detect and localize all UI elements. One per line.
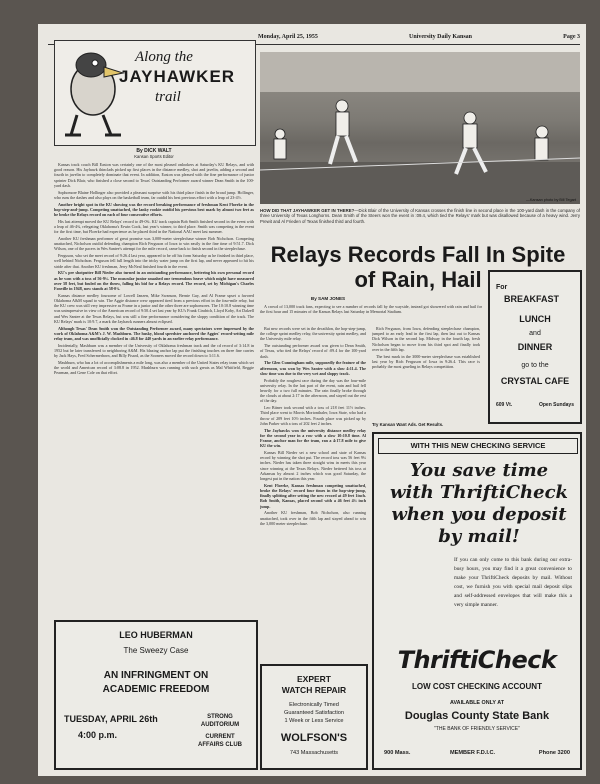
- crystal-addr: 609 Vt.: [496, 402, 513, 408]
- huberman-org2: AFFAIRS CLUB: [198, 742, 242, 748]
- bank-name: Douglas County State Bank: [404, 710, 550, 722]
- relays-paragraph: Another KU freshman, Bob Nicholson, also running unattached, took over in the fifth lap and stayed ahead to win the 3,000 meter steeplechase.: [260, 510, 366, 526]
- column-paragraph: His last attempt moved the KU Relays' record to 49-0¾. KU track captain Bob Smith finished second in the event with a leap of 46-4¾, relegating Oklahoma's Erwin Cook, last year's winner, to third place. Smith was competing in the event for the first time, but Floerke had experience as he placed third in the National AAU meet last summer.: [54, 218, 254, 235]
- huberman-ad: [54, 620, 258, 770]
- wolfson-l4: Guaranteed Satisfaction: [283, 710, 344, 716]
- bank-script-line: You save time: [409, 460, 549, 481]
- bank-motto: "THE BANK OF FRIENDLY SERVICE": [434, 726, 520, 732]
- crystal-and: and: [529, 330, 541, 337]
- column-paragraph: Sophomore Blaine Hollinger also provided a pleasant surprise with his third place finish in the broad jump. Hollinger, who runs the dashes and also plays on the basketball team, far outdid his best previous effort with a leap of 23-4½.: [54, 189, 254, 200]
- relays-paragraph: But new records were set in the decathlon, the hop-step-jump, the college sprint medley relay, the university sprint medley, and the University mile relay.: [260, 326, 366, 342]
- wolfson-l5: 1 Week or Less Service: [284, 718, 344, 724]
- photo-credit: —Kansan photo by Bill Tegart: [526, 198, 576, 202]
- column-paragraph: Ferguson, who set the meet record of 9:26.4 last year, appeared to be off his form Saturday as he finished in third place, well behind Nicholson. Ferguson fell full length into the tricky water jump on the first lap, and never appeared to hit his stride after that. Another KU freshman, Jerry McNeal finished fourth in the event.: [54, 253, 254, 269]
- relays-lead: [260, 304, 482, 316]
- wolfson-ad: [260, 664, 368, 770]
- relays-column-left: [260, 326, 366, 658]
- relays-byline: By SAM JONES: [310, 296, 346, 301]
- relays-paragraph: The Glen Cunningham mile, supposedly the feature of the afternoon, was won by Wes Santee with a slow 4:11.4. The slow time was due to the very wet and sloppy track.: [260, 360, 366, 376]
- crystal-lunch: LUNCH: [519, 314, 551, 324]
- huberman-place2: AUDITORIUM: [200, 722, 240, 728]
- bank-body: If you can only come to this bank during our extra-busy hours, you may find it a great convenience to make your ThriftiCheck deposits by mail. Without cost, we furnish you with special mail deposit slips and self-addressed envelopes that will make this a very simple manner.: [454, 557, 572, 608]
- relays-paragraph: Rich Ferguson, from Iowa, defending steeplechase champion, jumped to an early lead in the first lap, then last out to Kansas Dick Wilson in the second lap. Midway in the fourth lap, fresh Nicholson began to move from his third spot and finally took over in the fifth lap.: [372, 326, 480, 352]
- jayhawk-mascot-icon: [59, 43, 129, 143]
- column-paragraph: Mashburn, who has a lot of accomplishments a mile long, was also a member of the United States relay team which set the world and American record of 3:08.8 in 1952. Mashburn was running with such greats as Mal Whitfield, Reggie Pearman, and Gene Cole on that effort.: [54, 360, 254, 376]
- column-paragraph: Although Texas' Dean Smith won the Outstanding Performer award, many spectators were impressed by the work of Oklahoma A&M's J. W. Mashburn. The husky, blond speedster anchored the Aggies' record-setting mile relay team, and was unofficially clocked in :46.8 for 440 yards in an earlier relay performance.: [54, 325, 254, 342]
- crystal-dinner: DINNER: [517, 342, 553, 352]
- bank-low: LOW COST CHECKING ACCOUNT: [412, 682, 542, 691]
- column-paragraph: Kansas track coach Bill Easton was certainly one of the most pleased onlookers at Saturday's KU Relays, and with good reason. His Jayhawk thinclads picked up first places in the distance medley, shot and javelin, adding a second and fourth in javelin to completely dominate that event. In addition, Easton was pleased with the fine performance of junior sprinter Dick Blair, who finished a close second to Texas' Outstanding Performer award winner Dean Smith in the 100-yard dash.: [54, 162, 254, 188]
- header-page: Page 3: [563, 34, 580, 40]
- page-header: [258, 34, 580, 40]
- column-logo: [54, 40, 256, 146]
- column-paragraph: Kansas distance medley foursome of Lowell Janzen, Mike Swanson, Bernie Guy, and Al Frame upset a favored Oklahoma A&M squad to win. The Aggie distance crew appeared tired from a previous effort in the four-mile relay, but the KU crew was still very impressive as Frame in a junior and the other three are sophomores. The 10:10.8 winning time was unimpressive in view of the American record of 9:50.4 set last year by KU's Frank Cindrich, Lloyd Koby, Art Dalzell and Wes Santee at the Texas Relays, but was still a fine performance considering the sloppy condition of the track. The KU Relays' mark is 10:9.7, a mark the Jayhawk runners almost eclipsed.: [54, 292, 254, 324]
- logo-along: Along the: [135, 49, 193, 65]
- bank-banner: WITH THIS NEW CHECKING SERVICE: [378, 438, 578, 454]
- relays-paragraph: The best mark in the 3000-meter steeplechase was established last year by Rich Ferguson of Iowa in 9:26.4. This race is probably the most grueling in Relays competition.: [372, 353, 480, 370]
- column-paragraph: Incidentally, Mashburn was a member of the University of Oklahoma freshman track and the cd record of 3:14.8 in 1952 but he later transferred to neighboring A&M. His blazing anchor lap put the finishing touches on three fine carries by Jack Hays, Fred Schermerhorn, and Billy Pisard, as the Sooners moved the record down to 3:11.6.: [54, 342, 254, 359]
- crystal-goto: go to the: [521, 362, 549, 369]
- runners-image: [260, 52, 580, 204]
- huberman-place1: STRONG: [207, 714, 233, 720]
- crystal-hours: Open Sundays: [538, 402, 574, 408]
- huberman-time: 4:00 p.m.: [78, 730, 118, 740]
- column-body: [54, 162, 254, 614]
- column-byline: By DICK WALT: [136, 148, 172, 154]
- bank-script-line: by mail!: [438, 526, 520, 547]
- relays-lead-para: A crowd of 13,000 track fans, expecting to see a number of records fall by the wayside, instead got showered with rain and hail for the first hour and 15 minutes of the Kansas Relays last Saturday in Memorial Stadium.: [260, 304, 482, 315]
- huberman-title1: AN INFRINGMENT ON: [103, 670, 209, 681]
- bank-script: [384, 460, 574, 548]
- logo-jayhawker: JAYHAWKER: [119, 67, 236, 86]
- crystal-name: CRYSTAL CAFE: [500, 376, 570, 386]
- newspaper-page: [38, 24, 586, 776]
- huberman-name: LEO HUBERMAN: [119, 630, 193, 640]
- relays-column-right: [372, 326, 480, 420]
- relays-paragraph: Kansas Bill Nieder set a new school and state of Kansas record by winning the shot put. The record toss was 56 feet 9¾ inches. Nieder has taken three straight wins in meets this year since winning at the Texas Relays. Nieder bettered his toss at Arkansas by almost 2 inches which was good Saturday, the longest put in the nation this year.: [260, 450, 366, 482]
- crystal-cafe-ad: [488, 270, 582, 424]
- caption-lead: HOW DID THAT JAYHAWKER GET IN THERE?: [260, 208, 355, 213]
- relays-paragraph: Probably the roughest race during the day was the four-mile university relay. In the last part of the event, rain and hail fell heavily for a two full minutes. The rain finally broke through the clouds at about 2:17 in the afternoon, and stayed out the rest of the day.: [260, 377, 366, 404]
- bank-fdic: MEMBER F.D.I.C.: [450, 750, 496, 756]
- relays-paragraph: The outstanding performer award was given to Dean Smith, of Texas, who tied the Relays' record of :09.4 for the 100-yard dash.: [260, 343, 366, 359]
- bank-script-line: when you deposit: [391, 504, 567, 525]
- bank-phone: Phone 3200: [538, 750, 570, 756]
- thrifticheck-logo: ThriftiCheck: [397, 646, 557, 674]
- caption-body: —Dick Blair of the University of Kansas crosses the finish line in second place in the 100-yard dash in the company of three University of Texas Longhorns. Dean Smith of the Steers won the event in :09.4, which tied the Relays' mark but was disallowed because of a heavy wind. Jerry Prewit and Al Frieden of Texas finished third and fourth.: [260, 208, 580, 224]
- header-paper: University Daily Kansan: [409, 34, 473, 40]
- photo-caption: [260, 208, 580, 224]
- crystal-breakfast: BREAKFAST: [504, 294, 560, 304]
- huberman-title2: ACADEMIC FREEDOM: [102, 684, 210, 695]
- column-paragraph: Another bright spot in the KU showing was the record breaking performance of freshman Kent Floerke in the hop-step-and-jump. Competing unattached, the lanky rookie outdid his previous best mark by almost two feet as he broke the Relays record on each of four consecutive efforts.: [54, 201, 254, 218]
- bank-addr: 900 Mass.: [384, 750, 411, 756]
- relays-headline: Relays Records Fall In Spite of Rain, Hail: [270, 242, 566, 292]
- relays-paragraph: Kent Floerke, Kansas freshman competing unattached, broke the Relays' record four times in the hop-step-jump, finally splitting after setting the new record at 49 feet 1inch. Bob Smith, Kansas, placed second with a 46 feet 4¾ inch jump.: [260, 482, 366, 509]
- column-paragraph: KU's pre shotputter Bill Nieder also turned in an outstanding performance, bettering his own personal record as he won with a toss of 56-9¾. The muscular junior smashed one tremendous heave which might have measured over 58 feet, but fouled on the throw, falling his bid for a Relays record. The record, set by Michigan's Charles Fonville in 1948, now stands at 58-0¾.: [54, 270, 254, 292]
- column-role: Kansan Sports Editor: [134, 154, 174, 159]
- wolfson-l3: Electronically Timed: [289, 702, 339, 708]
- bank-ad: [372, 432, 582, 770]
- column-paragraph: Another KU freshman performer of great promise was 3,000-meter steeplechase winner Bob Nicholson. Competing unattached, Nicholson outdid defending champion Rich Ferguson of Iowa to win easily in the fine time of 9:51.7. Dick Wilson, one of the pacers in Wes Santee's attempt for the mile record, came back to finish second in the steeplechase.: [54, 236, 254, 252]
- bank-avail: AVAILABLE ONLY AT: [449, 700, 504, 706]
- relays-tryline: Try Kansan Want Ads. Get Results.: [372, 422, 444, 427]
- relays-paragraph: Leo Bitner took second with a toss of 218 feet 11½ inches. Third place went to Morris Mortonthaler, Iowa State, who had a throw of 209 feet 10½ inches. Fourth place was picked up by John Parker with a toss of 202 feet 2 inches.: [260, 405, 366, 426]
- huberman-sub: The Sweezy Case: [123, 646, 189, 655]
- huberman-date: TUESDAY, APRIL 26th: [64, 714, 158, 724]
- relay-photo: [260, 52, 580, 204]
- header-date: Monday, April 25, 1955: [258, 34, 318, 40]
- logo-trail: trail: [155, 89, 181, 105]
- huberman-org1: CURRENT: [205, 734, 235, 740]
- crystal-for: For: [496, 284, 508, 291]
- relays-paragraph: The Jayhawks won the university distance medley relay for the second year in a row with a slow 10:10.8 time. Al Frame, anchor man for the team, ran a 4:17.8 mile to give KU the win.: [260, 427, 366, 449]
- wolfson-l2: WATCH REPAIR: [281, 685, 347, 695]
- wolfson-l1: EXPERT: [296, 674, 331, 684]
- wolfson-addr: 743 Massachusetts: [289, 750, 339, 756]
- wolfson-name: WOLFSON'S: [280, 732, 348, 744]
- bank-script-line: with ThriftiCheck: [390, 482, 568, 503]
